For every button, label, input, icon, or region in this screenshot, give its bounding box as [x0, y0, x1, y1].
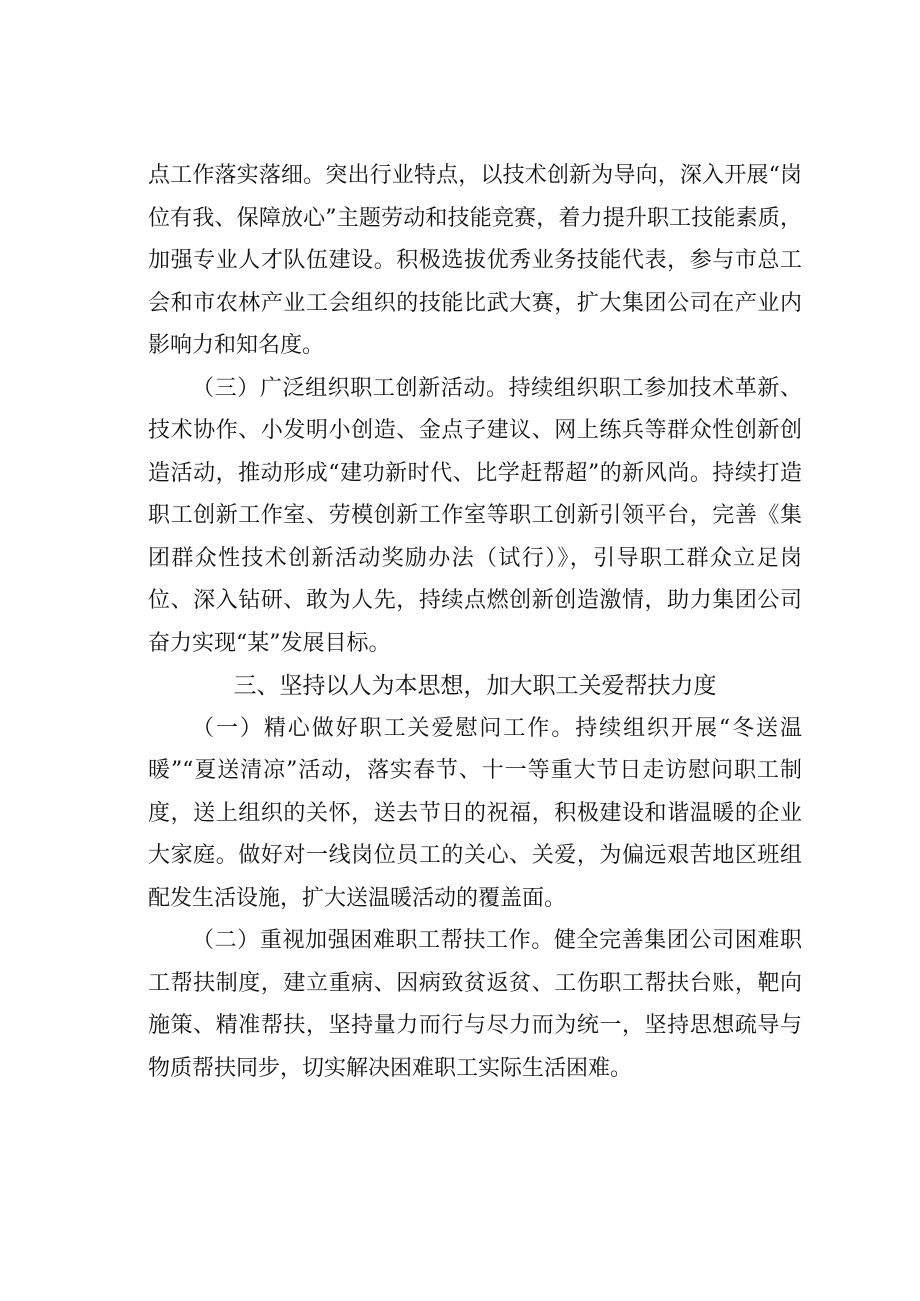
document-body	[148, 155, 802, 1090]
paragraph-care-visits: （一）精心做好职工关爱慰问工作。持续组织开展“冬送温暖”“夏送清凉”活动，落实春节、十一等重大节日走访慰问职工制度，送上组织的关怀，送去节日的祝福，积极建设和谐温暖的企业大家庭。做好对一线岗位员工的关心、关爱，为偏远艰苦地区班组配发生活设施，扩大送温暖活动的覆盖面。	[148, 715, 802, 911]
paragraph-hardship-assistance: （二）重视加强困难职工帮扶工作。健全完善集团公司困难职工帮扶制度，建立重病、因病致贫返贫、工伤职工帮扶台账，靶向施策、精准帮扶，坚持量力而行与尽力而为统一，坚持思想疏导与物质帮扶同步，切实解决困难职工实际生活困难。	[148, 928, 802, 1081]
paragraph-continued: 点工作落实落细。突出行业特点，以技术创新为导向，深入开展“岗位有我、保障放心”主题劳动和技能竞赛，着力提升职工技能素质，加强专业人才队伍建设。积极选拔优秀业务技能代表，参与市总工会和市农林产业工会组织的技能比武大赛，扩大集团公司在产业内影响力和知名度。	[148, 163, 802, 358]
paragraph-innovation: （三）广泛组织职工创新活动。持续组织职工参加技术革新、技术协作、小发明小创造、金点子建议、网上练兵等群众性创新创造活动，推动形成“建功新时代、比学赶帮超”的新风尚。持续打造职工创新工作室、劳模创新工作室等职工创新引领平台，完善《集团群众性技术创新活动奖励办法（试行）》，引导职工群众立足岗位、深入钻研、敢为人先，持续点燃创新创造激情，助力集团公司奋力实现“某”发展目标。	[148, 375, 802, 656]
section-heading: 三、坚持以人为本思想，加大职工关爱帮扶力度	[233, 673, 717, 699]
